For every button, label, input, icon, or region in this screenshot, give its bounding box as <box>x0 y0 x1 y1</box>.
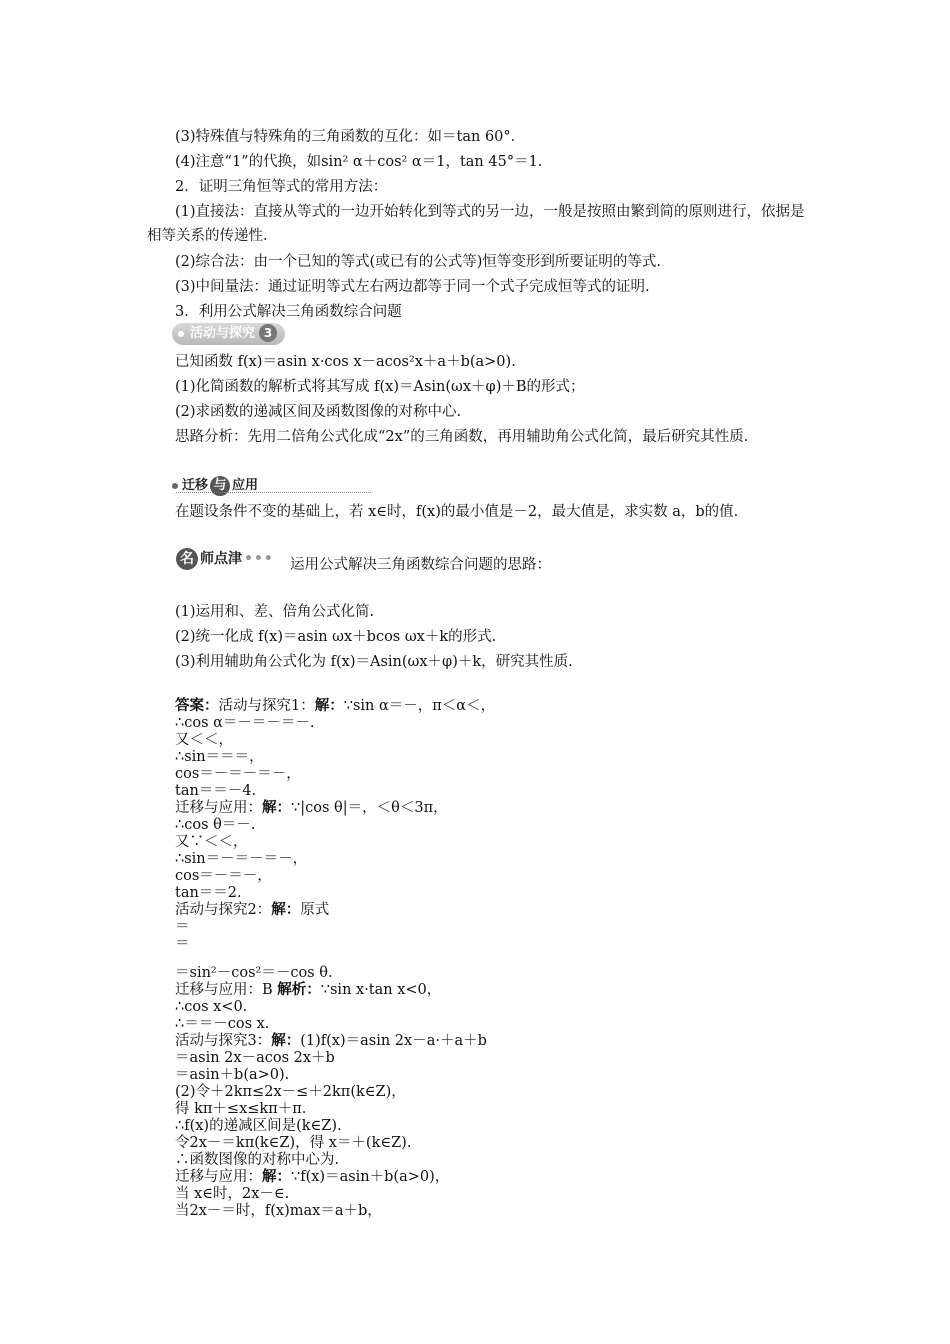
answer-line: cos＝－＝－＝－， <box>175 766 301 782</box>
tip-line: (1)运用和、差、倍角公式化简. <box>175 604 375 620</box>
answer-line: ∴f(x)的递减区间是(k∈Z). <box>175 1118 342 1134</box>
text-line: 3．利用公式解决三角函数综合问题 <box>175 304 402 320</box>
famous-teacher-text: 运用公式解决三角函数综合问题的思路： <box>290 557 551 573</box>
famous-teacher-badge: 名 师点津 ••• <box>176 548 274 574</box>
transfer-badge: 迁移 与 应用 <box>172 474 258 492</box>
text-line: 2．证明三角恒等式的常用方法： <box>175 179 388 195</box>
answer-line: ＝asin＋b(a>0). <box>175 1067 290 1083</box>
text-line: (3)中间量法：通过证明等式左右两边都等于同一个式子完成恒等式的证明. <box>175 279 650 295</box>
answer-line: ＝ <box>175 936 190 952</box>
answer-line: ∴＝＝－cos x. <box>175 1016 270 1032</box>
dot-icon <box>178 331 184 337</box>
answer-line: ＝ <box>175 919 190 935</box>
activity-badge: 活动与探究 3 <box>172 323 285 345</box>
problem-statement: 已知函数 f(x)＝asin x·cos x－acos²x＋a＋b(a>0). <box>175 354 516 370</box>
answer-line: 又＜＜， <box>175 732 233 748</box>
answer-line: tan＝＝－4. <box>175 783 257 799</box>
answer-line: cos＝－＝－， <box>175 868 272 884</box>
text-line: (4)注意“1”的代换，如sin² α＋cos² α＝1，tan 45°＝1. <box>175 154 543 170</box>
text-line: (2)综合法：由一个已知的等式(或已有的公式等)恒等变形到所要证明的等式. <box>175 254 661 270</box>
answer-line: 活动与探究2：解：原式 <box>175 902 330 918</box>
answer-line: ∴函数图像的对称中心为. <box>175 1152 340 1168</box>
dotted-divider <box>176 492 371 493</box>
answer-line: 迁移与应用：B 解析：∵sin x·tan x<0， <box>175 982 442 998</box>
problem-part: (2)求函数的递减区间及函数图像的对称中心. <box>175 404 462 420</box>
problem-part: (1)化简函数的解析式将其写成 f(x)＝Asin(ωx＋φ)＋B的形式； <box>175 379 585 395</box>
answer-line: 又∵＜＜， <box>175 834 248 850</box>
text-paragraph: (1)直接法：直接从等式的一边开始转化到等式的另一边，一般是按照由繁到简的原则进行，依据是相等关系的传递性. <box>147 204 805 244</box>
answer-line: ∴cos x<0. <box>175 999 248 1015</box>
answer-line: ∴cos θ＝－. <box>175 817 256 833</box>
answer-line: ∴sin＝＝＝， <box>175 749 264 765</box>
answer-line: ∴cos α＝－＝－＝－. <box>175 715 315 731</box>
dot-icon <box>172 483 178 489</box>
answer-line: ＝sin²－cos²＝－cos θ. <box>175 965 333 981</box>
analysis-paragraph: 思路分析：先用二倍角公式化成“2x”的三角函数，再用辅助角公式化简，最后研究其性质. <box>175 429 749 445</box>
answer-line: 迁移与应用：解：∵|cos θ|＝，＜θ＜3π， <box>175 800 448 816</box>
answer-line: (2)令＋2kπ≤2x－≤＋2kπ(k∈Z)， <box>175 1084 406 1100</box>
text-line: (3)特殊值与特殊角的三角函数的互化：如＝tan 60°． <box>175 129 526 145</box>
number-badge: 3 <box>259 324 277 342</box>
transfer-paragraph: 在题设条件不变的基础上，若 x∈时，f(x)的最小值是－2，最大值是，求实数 a，b的值. <box>175 504 739 520</box>
answer-line: 活动与探究3：解：(1)f(x)＝asin 2x－a·＋a＋b <box>175 1033 487 1049</box>
answer-line: tan＝＝2. <box>175 885 242 901</box>
answer-line: 得 kπ＋≤x≤kπ＋π. <box>175 1101 307 1117</box>
answer-line: ∴sin＝－＝－＝－， <box>175 851 308 867</box>
tip-line: (3)利用辅助角公式化为 f(x)＝Asin(ωx＋φ)＋k，研究其性质. <box>175 654 573 670</box>
answer-line: ＝asin 2x－acos 2x＋b <box>175 1050 335 1066</box>
answer-line: 当2x－＝时，f(x)max＝a＋b， <box>175 1203 382 1219</box>
answer-line: 答案：活动与探究1：解：∵sin α＝－，π＜α＜， <box>175 698 496 714</box>
answer-line: 迁移与应用：解：∵f(x)＝asin＋b(a>0)， <box>175 1169 450 1185</box>
tip-line: (2)统一化成 f(x)＝asin ωx＋bcos ωx＋k的形式. <box>175 629 497 645</box>
answer-line: 当 x∈时，2x－∈. <box>175 1186 290 1202</box>
answer-line: 令2x－＝kπ(k∈Z)，得 x＝＋(k∈Z). <box>175 1135 412 1151</box>
